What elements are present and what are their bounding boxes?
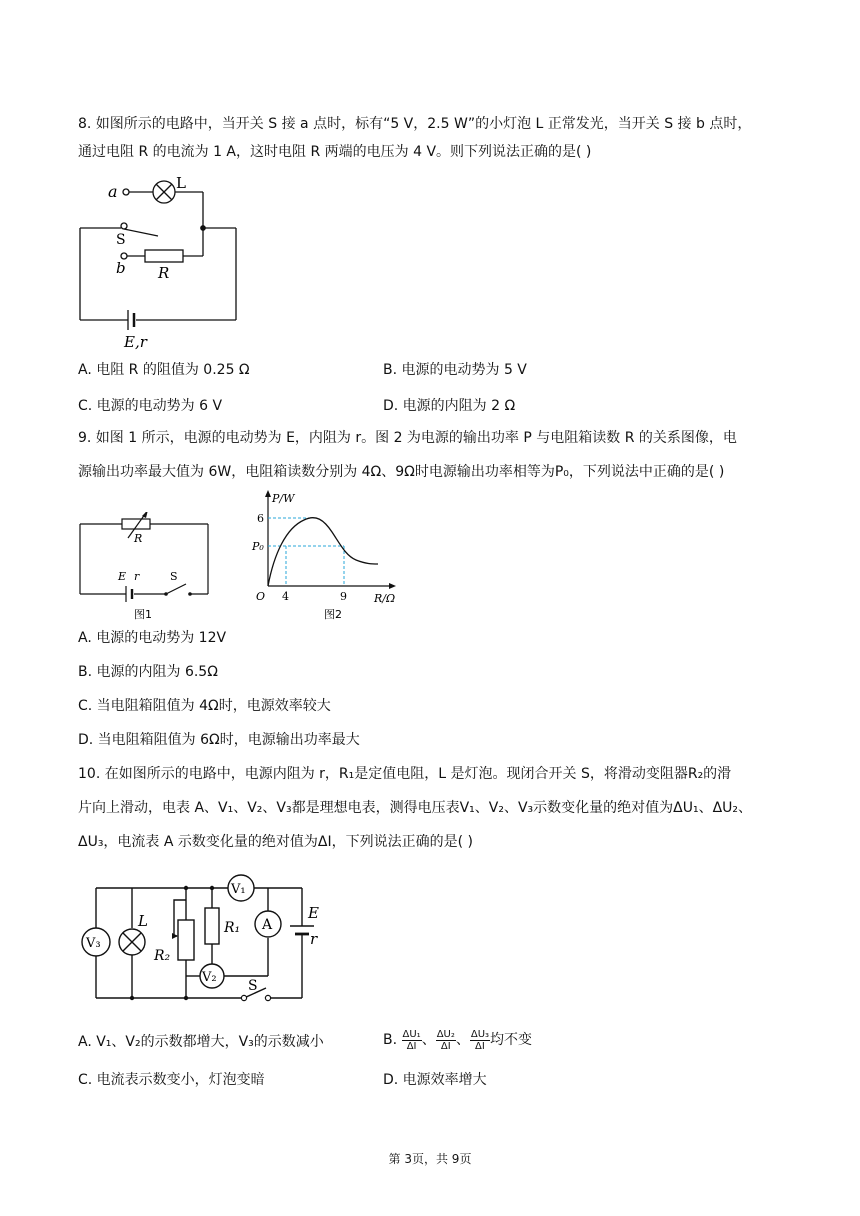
q10-label-R2: R₂	[154, 948, 171, 964]
q9-fig1-label-R: R	[134, 532, 143, 545]
q10-option-b-sep2: 、	[455, 1032, 470, 1048]
q10-stem-line2: 片向上滑动，电表 A、V₁、V₂、V₃都是理想电表，测得电压表V₁、V₂、V₃示数变化量的绝对值为ΔU₁、ΔU₂、	[78, 800, 753, 816]
q8-option-d[interactable]: D. 电源的内阻为 2 Ω	[383, 398, 516, 414]
q10-label-R1: R₁	[224, 920, 241, 936]
q9-fig2-caption: 图2	[324, 608, 342, 621]
q10-option-b-frac2: $\frac{\text{ΔU₂}}{\Delta I}$	[436, 1028, 455, 1052]
q8-label-Er: E,r	[124, 333, 147, 351]
q9-fig2-origin: O	[256, 590, 266, 603]
q10-option-b-frac3: $\frac{\text{ΔU₃}}{\Delta I}$	[470, 1028, 490, 1052]
q8-stem-line2: 通过电阻 R 的电流为 1 A，这时电阻 R 两端的电压为 4 V。则下列说法正确的是( )	[78, 144, 592, 160]
q10-option-b-frac1: $\frac{\text{ΔU₁}}{\Delta I}$	[402, 1028, 421, 1052]
q10-label-S: S	[248, 978, 258, 994]
q10-option-d[interactable]: D. 电源效率增大	[383, 1072, 487, 1088]
q9-fig2-xlabel: R/Ω	[374, 592, 396, 605]
q9-fig2-tick-6: 6	[257, 512, 264, 525]
q10-stem-line3: ΔU₃，电流表 A 示数变化量的绝对值为ΔI，下列说法正确的是( )	[78, 834, 473, 850]
q9-fig1-label-r: r	[134, 570, 140, 583]
page-footer: 第 3页，共 9页	[388, 1152, 472, 1166]
q9-fig2-ylabel: P/W	[272, 492, 295, 505]
q8-label-R: R	[158, 264, 170, 282]
q8-label-b: b	[116, 259, 126, 277]
q8-stem-line1: 8. 如图所示的电路中，当开关 S 接 a 点时，标有“5 V，2.5 W”的小灯泡 L 正常发光，当开关 S 接 b 点时，	[78, 116, 752, 132]
q9-fig2-power-graph	[248, 488, 404, 624]
q10-circuit-figure	[78, 868, 330, 1010]
q10-label-r: r	[310, 930, 318, 948]
q9-fig2-tick-4: 4	[282, 590, 289, 603]
q10-label-V1: V₁	[231, 882, 246, 897]
q9-stem-line2: 源输出功率最大值为 6W，电阻箱读数分别为 4Ω、9Ω时电源输出功率相等为P₀，下列说法中正确的是( )	[78, 464, 725, 480]
q10-stem-line1: 10. 在如图所示的电路中，电源内阻为 r，R₁是定值电阻，L 是灯泡。现闭合开关 S，将滑动变阻器R₂的滑	[78, 766, 732, 782]
q9-option-b[interactable]: B. 电源的内阻为 6.5Ω	[78, 664, 218, 680]
q9-fig1-label-E: E	[118, 570, 127, 583]
q9-stem-line1: 9. 如图 1 所示，电源的电动势为 E，内阻为 r。图 2 为电源的输出功率 P 与电阻箱读数 R 的关系图像，电	[78, 430, 737, 446]
q10-option-b-suffix: 均不变	[490, 1032, 533, 1048]
q8-label-L: L	[176, 174, 186, 192]
q10-option-a[interactable]: A. V₁、V₂的示数都增大，V₃的示数减小	[78, 1034, 324, 1050]
q9-option-a[interactable]: A. 电源的电动势为 12V	[78, 630, 227, 646]
q8-option-b[interactable]: B. 电源的电动势为 5 V	[383, 362, 527, 378]
q10-option-b-prefix: B.	[383, 1032, 402, 1048]
q9-option-d[interactable]: D. 当电阻箱阻值为 6Ω时，电源输出功率最大	[78, 732, 360, 748]
q8-label-S: S	[116, 232, 126, 248]
q9-fig1-label-S: S	[170, 570, 178, 583]
q10-label-L: L	[138, 912, 148, 930]
q9-option-c[interactable]: C. 当电阻箱阻值为 4Ω时，电源效率较大	[78, 698, 331, 714]
q10-label-V2: V₂	[202, 970, 217, 985]
q8-option-a[interactable]: A. 电阻 R 的阻值为 0.25 Ω	[78, 362, 250, 378]
q10-label-A: A	[262, 917, 273, 933]
q9-fig2-tick-p0: P₀	[252, 540, 264, 553]
q8-option-c[interactable]: C. 电源的电动势为 6 V	[78, 398, 223, 414]
q8-circuit-figure	[78, 172, 248, 352]
q9-fig1-caption: 图1	[134, 608, 152, 621]
q9-fig2-tick-9: 9	[340, 590, 347, 603]
q9-fig1-circuit	[78, 512, 214, 622]
q10-option-b-sep1: 、	[421, 1032, 436, 1048]
q10-label-V3: V₃	[86, 936, 101, 951]
q10-label-E: E	[308, 904, 319, 922]
q10-option-b[interactable]	[383, 1026, 532, 1054]
q8-label-a: a	[108, 182, 118, 201]
q10-option-c[interactable]: C. 电流表示数变小，灯泡变暗	[78, 1072, 265, 1088]
